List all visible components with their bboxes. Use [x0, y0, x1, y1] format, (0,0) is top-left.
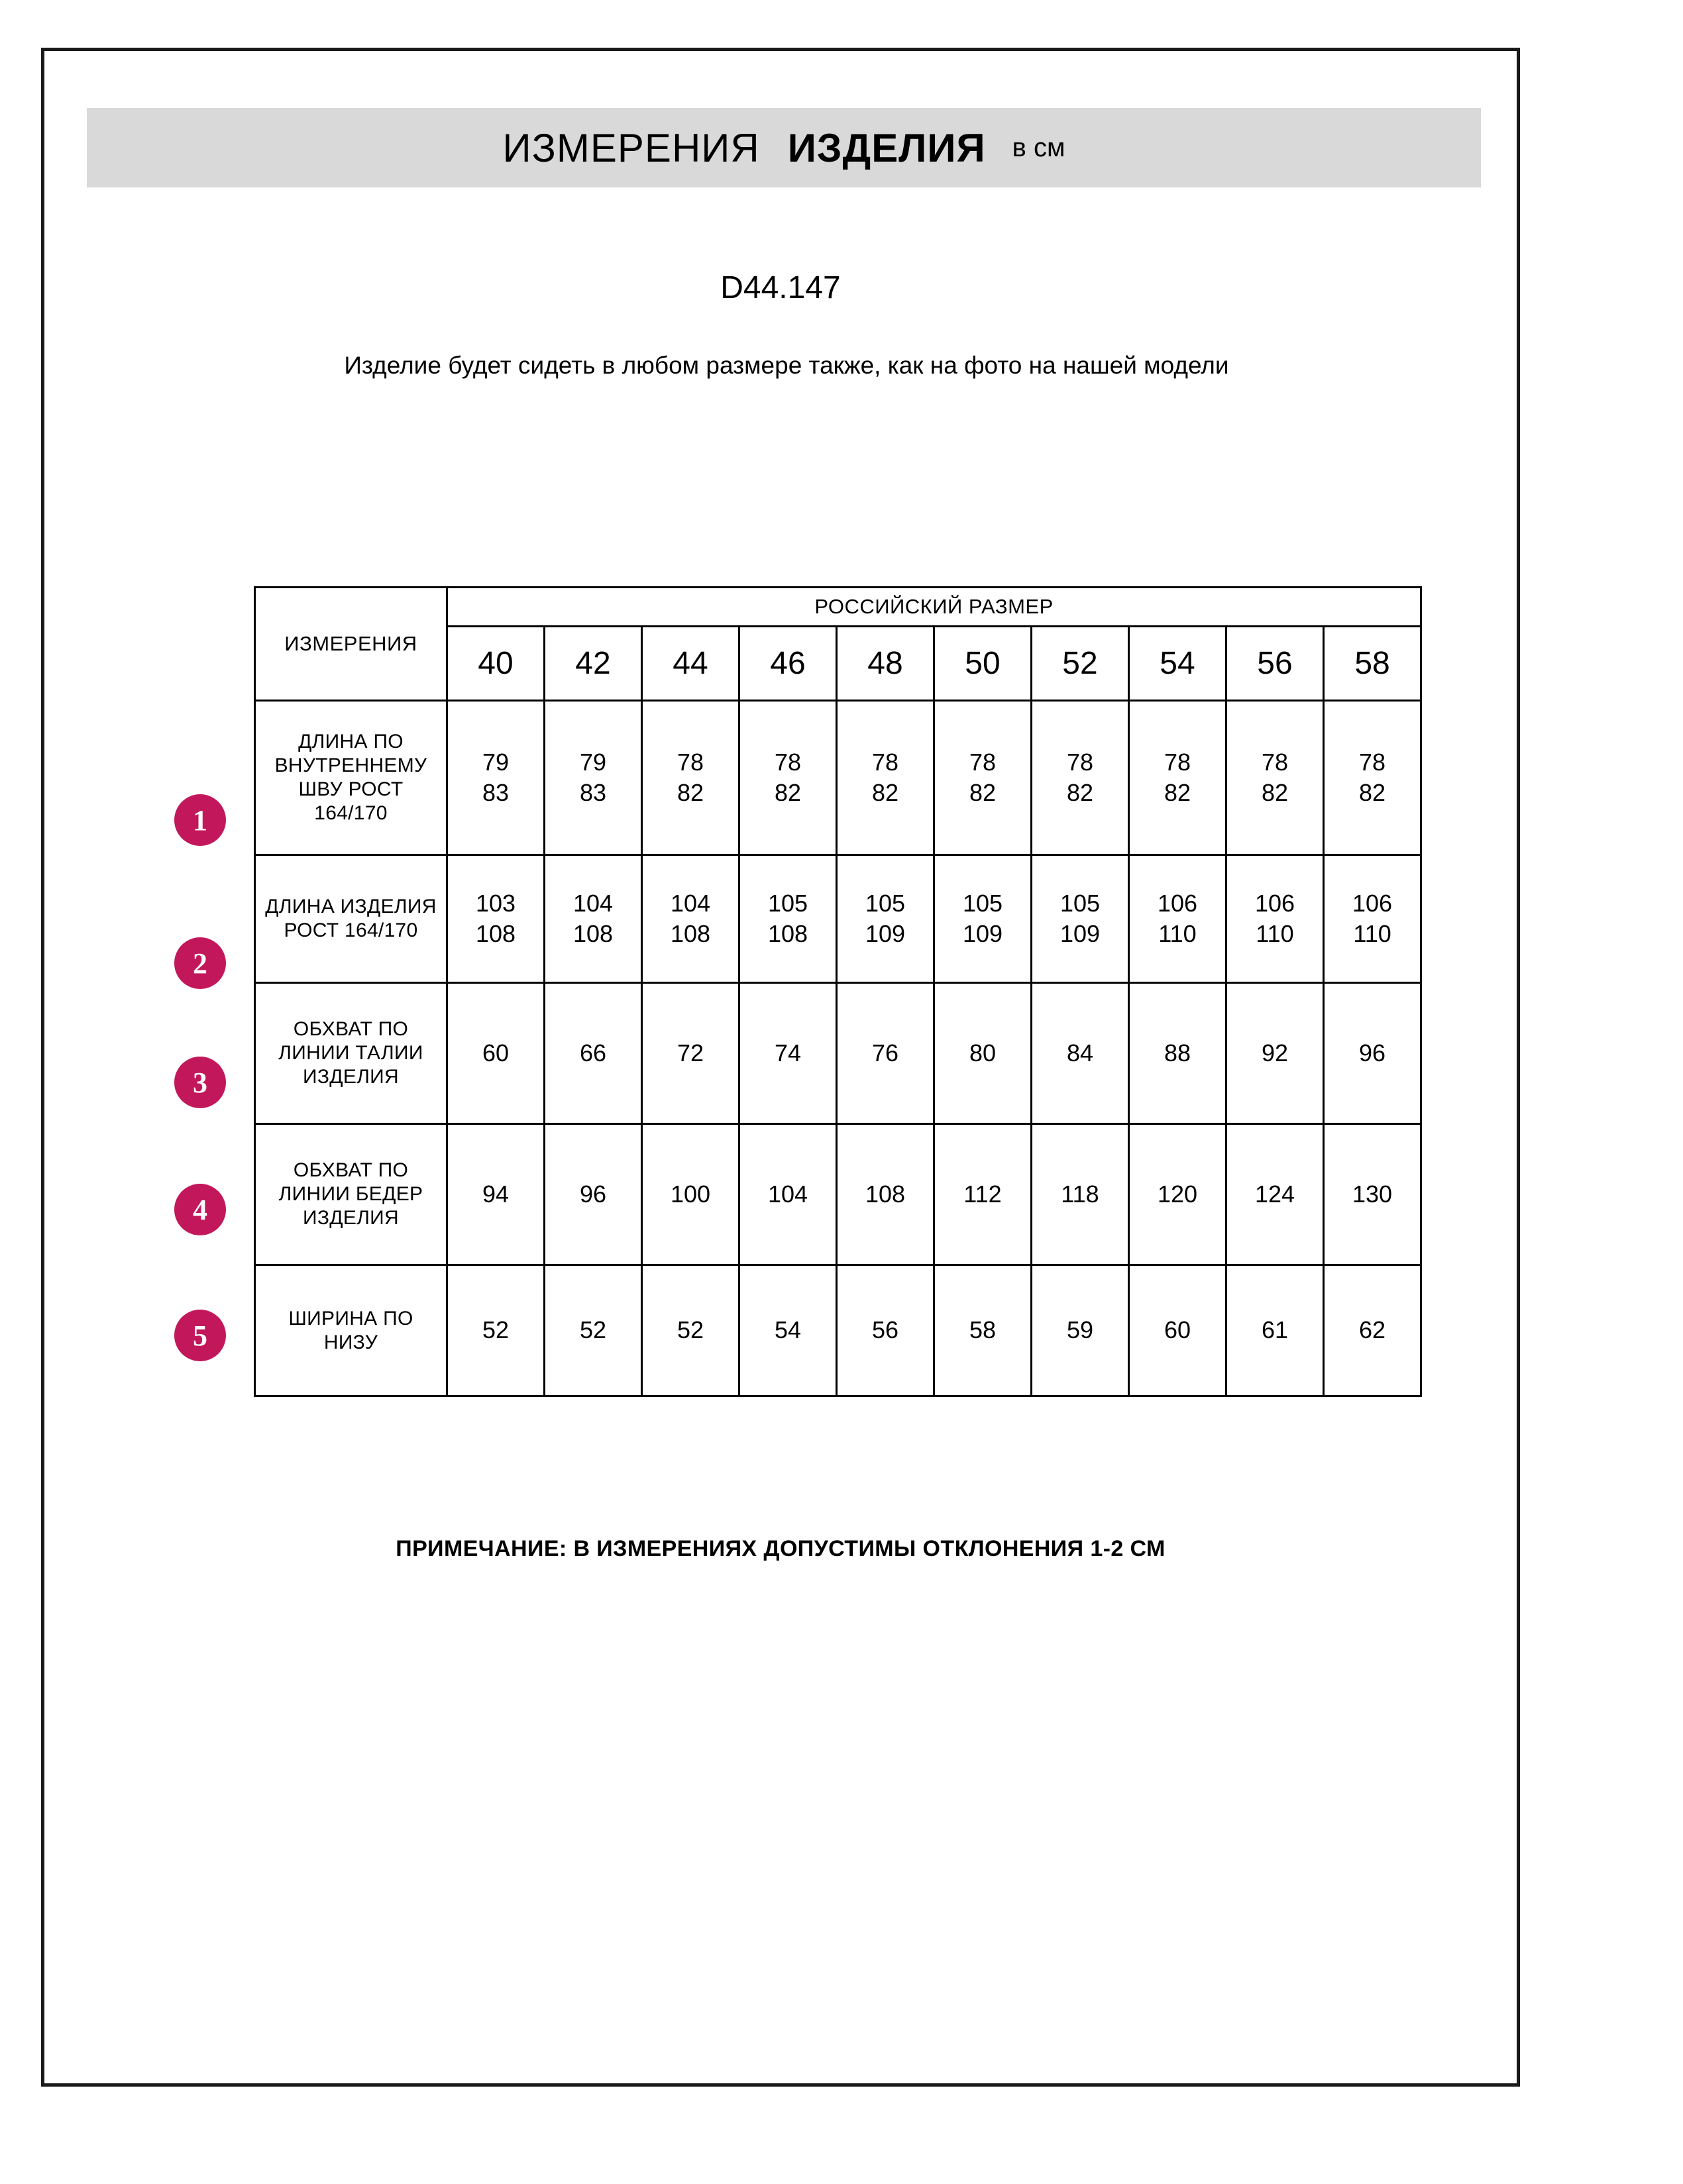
cell-r2-c1: 103 108	[447, 855, 545, 983]
cell-r1-c4: 78 82	[739, 701, 837, 855]
row-marker-4: 4	[174, 1184, 226, 1235]
cell-r4-c6: 112	[934, 1124, 1032, 1265]
cell-r5-c9: 61	[1226, 1265, 1324, 1396]
size-cell-52: 52	[1032, 627, 1129, 701]
cell-r5-c3: 52	[642, 1265, 739, 1396]
cell-r4-c1: 94	[447, 1124, 545, 1265]
size-cell-40: 40	[447, 627, 545, 701]
cell-r2-c2: 104 108	[545, 855, 642, 983]
cell-r5-c7: 59	[1032, 1265, 1129, 1396]
row-marker-1: 1	[174, 794, 226, 846]
cell-r4-c3: 100	[642, 1124, 739, 1265]
table-row	[255, 1124, 1421, 1265]
cell-r1-c3: 78 82	[642, 701, 739, 855]
cell-r3-c6: 80	[934, 983, 1032, 1124]
cell-r4-c7: 118	[1032, 1124, 1129, 1265]
fit-subtitle: Изделие будет сидеть в любом размере также, как на фото на нашей модели	[344, 352, 1229, 379]
table-header-group-row	[255, 588, 1421, 627]
row-label-hem-width: ШИРИНА ПО НИЗУ	[255, 1265, 447, 1396]
cell-r5-c10: 62	[1324, 1265, 1421, 1396]
cell-r2-c9: 106 110	[1226, 855, 1324, 983]
cell-r5-c8: 60	[1129, 1265, 1226, 1396]
cell-r2-c7: 105 109	[1032, 855, 1129, 983]
page-title-measurements: ИЗМЕРЕНИЯ	[502, 125, 760, 170]
cell-r1-c6: 78 82	[934, 701, 1032, 855]
cell-r1-c10: 78 82	[1324, 701, 1421, 855]
size-cell-44: 44	[642, 627, 739, 701]
table-row	[255, 983, 1421, 1124]
size-cell-50: 50	[934, 627, 1032, 701]
row-label-hips: ОБХВАТ ПО ЛИНИИ БЕДЕР ИЗДЕЛИЯ	[255, 1124, 447, 1265]
cell-r3-c5: 76	[837, 983, 934, 1124]
table-row	[255, 701, 1421, 855]
row-label-inseam: ДЛИНА ПО ВНУТРЕННЕМУ ШВУ РОСТ 164/170	[255, 701, 447, 855]
cell-r4-c5: 108	[837, 1124, 934, 1265]
cell-r4-c8: 120	[1129, 1124, 1226, 1265]
cell-r4-c9: 124	[1226, 1124, 1324, 1265]
cell-r3-c4: 74	[739, 983, 837, 1124]
cell-r1-c8: 78 82	[1129, 701, 1226, 855]
page-title-band	[87, 108, 1481, 187]
cell-r1-c2: 79 83	[545, 701, 642, 855]
cell-r1-c5: 78 82	[837, 701, 934, 855]
table-row	[255, 855, 1421, 983]
cell-r5-c6: 58	[934, 1265, 1032, 1396]
document-page	[41, 48, 1520, 2087]
row-label-product-length: ДЛИНА ИЗДЕЛИЯ РОСТ 164/170	[255, 855, 447, 983]
cell-r5-c5: 56	[837, 1265, 934, 1396]
russian-size-header-cell: РОССИЙСКИЙ РАЗМЕР	[447, 588, 1421, 627]
cell-r4-c10: 130	[1324, 1124, 1421, 1265]
cell-r2-c3: 104 108	[642, 855, 739, 983]
cell-r2-c5: 105 109	[837, 855, 934, 983]
cell-r3-c8: 88	[1129, 983, 1226, 1124]
cell-r1-c9: 78 82	[1226, 701, 1324, 855]
size-cell-58: 58	[1324, 627, 1421, 701]
size-cell-56: 56	[1226, 627, 1324, 701]
size-cell-46: 46	[739, 627, 837, 701]
row-marker-5: 5	[174, 1310, 226, 1361]
cell-r3-c2: 66	[545, 983, 642, 1124]
size-cell-48: 48	[837, 627, 934, 701]
cell-r5-c4: 54	[739, 1265, 837, 1396]
row-marker-3: 3	[174, 1057, 226, 1108]
cell-r3-c9: 92	[1226, 983, 1324, 1124]
cell-r1-c1: 79 83	[447, 701, 545, 855]
row-label-waist: ОБХВАТ ПО ЛИНИИ ТАЛИИ ИЗДЕЛИЯ	[255, 983, 447, 1124]
page-title-unit: в см	[1012, 132, 1065, 162]
size-table-wrapper	[254, 586, 1420, 1397]
size-cell-54: 54	[1129, 627, 1226, 701]
cell-r5-c2: 52	[545, 1265, 642, 1396]
cell-r5-c1: 52	[447, 1265, 545, 1396]
cell-r3-c7: 84	[1032, 983, 1129, 1124]
cell-r2-c10: 106 110	[1324, 855, 1421, 983]
cell-r1-c7: 78 82	[1032, 701, 1129, 855]
cell-r3-c1: 60	[447, 983, 545, 1124]
cell-r4-c2: 96	[545, 1124, 642, 1265]
article-code: D44.147	[720, 270, 841, 305]
size-cell-42: 42	[545, 627, 642, 701]
measurements-header-cell: ИЗМЕРЕНИЯ	[255, 588, 447, 701]
cell-r3-c10: 96	[1324, 983, 1421, 1124]
cell-r2-c6: 105 109	[934, 855, 1032, 983]
table-row	[255, 1265, 1421, 1396]
cell-r2-c8: 106 110	[1129, 855, 1226, 983]
cell-r2-c4: 105 108	[739, 855, 837, 983]
cell-r3-c3: 72	[642, 983, 739, 1124]
size-table	[254, 586, 1422, 1397]
tolerance-note: ПРИМЕЧАНИЕ: В ИЗМЕРЕНИЯХ ДОПУСТИМЫ ОТКЛОНЕНИЯ 1-2 СМ	[396, 1536, 1166, 1561]
row-marker-2: 2	[174, 937, 226, 989]
page-title-product: ИЗДЕЛИЯ	[787, 125, 986, 170]
cell-r4-c4: 104	[739, 1124, 837, 1265]
